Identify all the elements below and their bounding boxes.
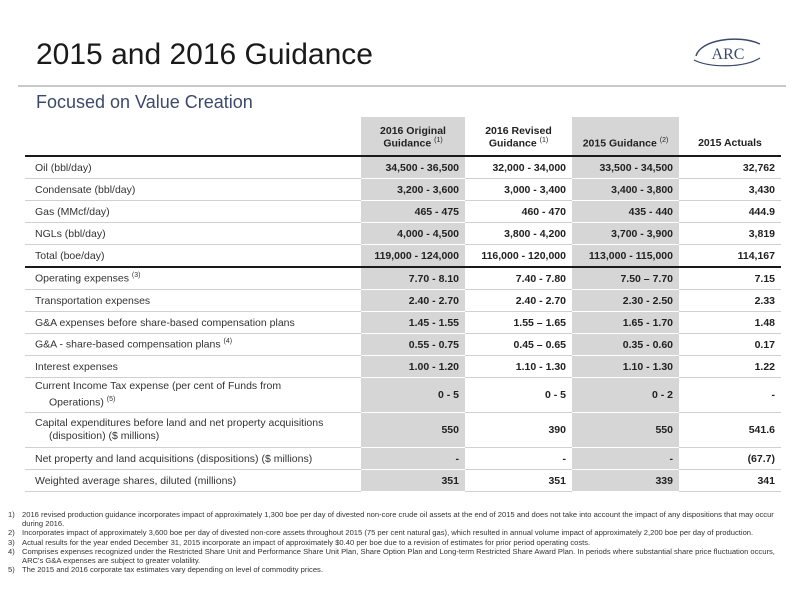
value-cell: - [361, 448, 465, 470]
footnote: 2) Incorporates impact of approximately 3,600 boe per day of divested non-core assets throughout 2015 (75 per cent natural gas), which resulted in annual volume impact of approximately 2,200 boe per day of production. [8, 528, 754, 538]
row-label: Condensate (bbl/day) [25, 179, 361, 201]
table-row [25, 267, 781, 290]
header-2016-revised: 2016 Revised Guidance $^{(1)}$ [485, 124, 552, 149]
value-cell: 444.9 [679, 201, 781, 223]
value-cell: 341 [679, 470, 781, 492]
table-row [25, 179, 781, 201]
value-cell: 4,000 - 4,500 [361, 223, 465, 245]
row-label: G&A - share-based compensation plans $^{(4)}$ [25, 334, 361, 356]
value-cell: 550 [572, 413, 679, 448]
table-row [25, 356, 781, 378]
value-cell: 2.40 - 2.70 [465, 290, 572, 312]
table-row [25, 156, 781, 179]
value-cell: 0.35 - 0.60 [572, 334, 679, 356]
header-blank [25, 117, 361, 156]
value-cell: 351 [465, 470, 572, 492]
footnote: 5) The 2015 and 2016 corporate tax estimates vary depending on level of commodity prices. [8, 565, 323, 575]
value-cell: 2.40 - 2.70 [361, 290, 465, 312]
value-cell: - [572, 448, 679, 470]
header-2016-original: 2016 Original Guidance $^{(1)}$ [361, 117, 465, 156]
value-cell: 0 - 2 [572, 378, 679, 413]
value-cell: 1.10 - 1.30 [572, 356, 679, 378]
row-label: Interest expenses [25, 356, 361, 378]
value-cell: 1.65 - 1.70 [572, 312, 679, 334]
header-divider [18, 85, 786, 87]
value-cell: 1.22 [679, 356, 781, 378]
value-cell: 351 [361, 470, 465, 492]
value-cell: 541.6 [679, 413, 781, 448]
table-row [25, 334, 781, 356]
footnote: 4) Comprises expenses recognized under the Restricted Share Unit and Performance Share Unit Plan, Share Option Plan and Long-term Restricted Share Award Plan. In periods where substantial share price fluctuation occurs, ARC's G&A expenses are subject to greater volatility. [8, 546, 775, 566]
value-cell: 7.70 - 8.10 [361, 267, 465, 290]
value-cell: 1.45 - 1.55 [361, 312, 465, 334]
value-cell: 465 - 475 [361, 201, 465, 223]
table-row [25, 245, 781, 268]
table-row [25, 201, 781, 223]
row-label: NGLs (bbl/day) [25, 223, 361, 245]
logo-text: ARC [711, 46, 745, 63]
value-cell: - [465, 448, 572, 470]
table-row [25, 312, 781, 334]
value-cell: 7.50 – 7.70 [572, 267, 679, 290]
value-cell: 0.55 - 0.75 [361, 334, 465, 356]
value-cell: 0.45 – 0.65 [465, 334, 572, 356]
row-label: Oil (bbl/day) [25, 156, 361, 179]
table-row [25, 413, 781, 448]
value-cell: 33,500 - 34,500 [572, 156, 679, 179]
guidance-table [25, 117, 781, 492]
value-cell: 32,000 - 34,000 [465, 156, 572, 179]
footnote: 3) Actual results for the year ended December 31, 2015 incorporate an impact of approximately $0.40 per boe due to a revision of estimates for prior period operating costs. [8, 537, 591, 547]
value-cell: 114,167 [679, 245, 781, 268]
value-cell: - [679, 378, 781, 413]
value-cell: (67.7) [679, 448, 781, 470]
value-cell: 1.48 [679, 312, 781, 334]
arc-logo [690, 36, 764, 68]
value-cell: 2.30 - 2.50 [572, 290, 679, 312]
value-cell: 7.40 - 7.80 [465, 267, 572, 290]
value-cell: 390 [465, 413, 572, 448]
value-cell: 3,819 [679, 223, 781, 245]
table-row [25, 448, 781, 470]
value-cell: 119,000 - 124,000 [361, 245, 465, 268]
header-2015-guidance: 2015 Guidance $^{(2)}$ [572, 117, 679, 156]
value-cell: 32,762 [679, 156, 781, 179]
row-label: G&A expenses before share-based compensation plans [25, 312, 361, 334]
value-cell: 0.17 [679, 334, 781, 356]
value-cell: 1.55 – 1.65 [465, 312, 572, 334]
row-label: Total (boe/day) [25, 245, 361, 268]
row-label: Net property and land acquisitions (dispositions) ($ millions) [25, 448, 361, 470]
table-row [25, 378, 781, 413]
value-cell: 0 - 5 [465, 378, 572, 413]
row-label: Gas (MMcf/day) [25, 201, 361, 223]
value-cell: 34,500 - 36,500 [361, 156, 465, 179]
value-cell: 1.00 - 1.20 [361, 356, 465, 378]
value-cell: 435 - 440 [572, 201, 679, 223]
row-label: Capital expenditures before land and net property acquisitions (disposition) ($ millions) [25, 413, 361, 448]
value-cell: 3,700 - 3,900 [572, 223, 679, 245]
table-row [25, 470, 781, 492]
footnotes [8, 510, 790, 574]
value-cell: 3,430 [679, 179, 781, 201]
value-cell: 3,000 - 3,400 [465, 179, 572, 201]
value-cell: 2.33 [679, 290, 781, 312]
row-label: Operating expenses $^{(3)}$ [25, 267, 361, 290]
value-cell: 550 [361, 413, 465, 448]
footnote: 1) 2016 revised production guidance incorporates impact of approximately 1,300 boe per day of divested non-core crude oil assets at the end of 2015 and does not take into account the impact of any dispositions that may occur during 2016. [8, 510, 774, 529]
value-cell: 3,800 - 4,200 [465, 223, 572, 245]
header-2015-actuals: 2015 Actuals [698, 137, 762, 149]
value-cell: 0 - 5 [361, 378, 465, 413]
page-title: 2015 and 2016 Guidance [36, 38, 373, 71]
value-cell: 460 - 470 [465, 201, 572, 223]
value-cell: 7.15 [679, 267, 781, 290]
page-subtitle: Focused on Value Creation [36, 92, 253, 112]
table-row [25, 223, 781, 245]
table-row [25, 290, 781, 312]
value-cell: 339 [572, 470, 679, 492]
value-cell: 3,200 - 3,600 [361, 179, 465, 201]
value-cell: 113,000 - 115,000 [572, 245, 679, 268]
value-cell: 1.10 - 1.30 [465, 356, 572, 378]
value-cell: 116,000 - 120,000 [465, 245, 572, 268]
value-cell: 3,400 - 3,800 [572, 179, 679, 201]
row-label: Weighted average shares, diluted (millions) [25, 470, 361, 492]
table-header-row [25, 117, 781, 156]
row-label: Current Income Tax expense (per cent of Funds from Operations) $^{(5)}$ [25, 378, 361, 413]
row-label: Transportation expenses [25, 290, 361, 312]
